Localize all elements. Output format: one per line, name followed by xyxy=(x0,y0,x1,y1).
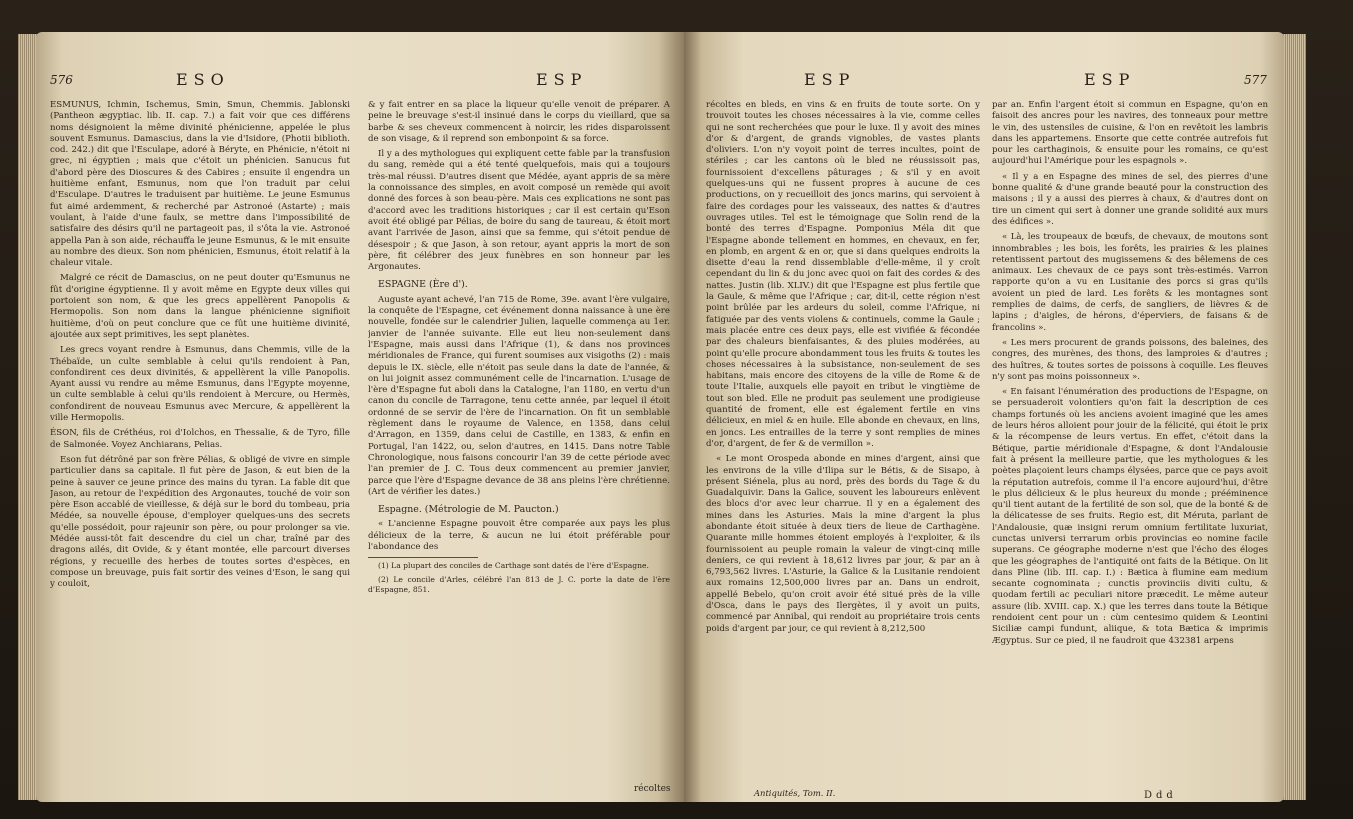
page-edges-left xyxy=(18,34,38,800)
page-number: 576 xyxy=(50,73,73,87)
section-heading: ESPAGNE (Ère d'). xyxy=(378,279,468,291)
footer-note: Antiquités, Tom. II. xyxy=(754,788,836,798)
text-column xyxy=(368,100,670,788)
running-head: ESO xyxy=(176,70,230,89)
paragraph: Eson fut détrôné par son frère Pélias, & obligé de vivre en simple particulier dans sa capitale. Il fut père de Jason, & eut bien de la peine à sauver ce jeune prince des mains du tyran. La fable dit que Jason, au retour de l'expédition des Argonautes, touché de voir son père Eson accablé de vieillesse, & déjà sur le bord du tombeau, pria Médée, sa nouvelle épouse, d'employer quelques-uns des secrets qu'elle possédoit, pour rajeunir son père, ou pour prolonger sa vie. Médée aussi-tôt fait descendre du ciel un char, traîné par des dragons ailés, dit Ovide, & y étant montée, elle parcourt diverses régions, y recueille des herbes de toutes sortes d'espèces, en compose un breuvage, puis fait sortir des veines d'Eson, le sang qui y couloit, xyxy=(50,454,350,590)
paragraph: Malgré ce récit de Damascius, on ne peut douter qu'Esmunus ne fût d'origine égyptienne. Il y avoit même en Egypte deux villes qui portoient son nom, & que les grecs appellèrent Panopolis & Hermopolis. Son nom dans la langue phénicienne signifioit huitième, d'où on peut conclure que ce fût une huitième divinité, ajoutée aux sept primitives, les sept planètes. xyxy=(50,273,350,340)
paragraph: « Là, les troupeaux de bœufs, de chevaux, de moutons sont innombrables ; les bois, les forêts, les prairies & les plaines retentissent partout des mugissemens & des bêlemens de ces animaux. Les chevaux de ce pays sont très-estimés. Varron rapporte qu'on a vu en Lusitanie des porcs si gras qu'ils avoient un pied de lard. Les forêts & les montagnes sont remplies de daims, de cerfs, de sangliers, de lièvres & de lapins ; d'aigles, de hérons, d'éperviers, de faisans & de francolins ». xyxy=(992,232,1268,333)
paragraph: ESMUNUS, Ichmin, Ischemus, Smin, Smun, Chemmis. Jablonski (Pantheon ægyptiac. lib. II. cap. 7.) a fait voir que ces différens noms désignoient la même divinité phénicienne, appelée le plus souvent Esmunus. Damascius, dans la vie d'Isidore, (Photii biblioth. cod. 242.) dit que l'Esculape, adoré à Béryte, en Phénicie, n'étoit ni grec, ni égyptien ; mais que c'étoit un phénicien. Sanucus fut d'abord père des Dioscures & des Cabires ; ensuite il engendra un huitième enfant, Esmunus, nom que l'on traduit par celui d'Esculape. D'autres le traduisent par huitième. Le jeune Esmunus fut aimé ardemment, & recherché par Astronoé (Astarte) ; mais voulant, à l'aide d'une faulx, se mettre dans l'impossibilité de satisfaire des désirs qu'il ne partageoit pas, il s'ôta la vie. Astronoé appella Pan à son aide, réchauffa le jeune Esmunus, & le mit ensuite au nombre des dieux. Son nom phénicien, Esmunus, étoit relatif à la chaleur vitale. xyxy=(50,100,350,269)
paragraph: « Le mont Orospeda abonde en mines d'argent, ainsi que les environs de la ville d'Ilipa sur le Bétis, & de Sisapo, à présent Siénela, plus au nord, près des bords du Tage & du Guadalquivir. Dans la Galice, souvent les laboureurs enlèvent des blocs d'or avec leur charrue. Il y en a également des mines dans les Asturies. Mais la mine d'argent la plus abondante étoit située à deux tiers de lieue de Carthagène. Quarante mille hommes étoient employés à l'exploiter, & ils fournissoient au peuple romain la valeur de vingt-cinq mille deniers, ce qui revient à 18,612 livres par jour, & par an à 6,793,562 livres. L'Asturie, la Galice & la Lusitanie rendoient aux romains 12,500,000 livres par an. Dans un endroit, appellé Bebelo, qu'on croit avoir été situé près de la ville d'Osca, dans le pays des Ilergètes, il y avoit un puits, commencé par Annibal, qui rendoit au propriétaire trois cents poids d'argent par jour, ce qui revient à 8,212,500 xyxy=(706,454,980,634)
footnote-rule xyxy=(368,557,478,558)
paragraph: & y fait entrer en sa place la liqueur qu'elle venoit de préparer. A peine le breuvage s'est-il insinué dans le corps du vieillard, que sa barbe & ses cheveux commencent à noircir, les rides disparoissent de son visage, & il reprend son embonpoint & sa force. xyxy=(368,100,670,144)
text-column xyxy=(992,100,1268,790)
catchword: récoltes xyxy=(634,784,671,794)
text-column xyxy=(50,100,350,800)
running-head: ESP xyxy=(804,70,856,89)
right-page xyxy=(684,32,1284,802)
section-heading: Espagne. (Métrologie de M. Paucton.) xyxy=(378,504,559,516)
paragraph: Auguste ayant achevé, l'an 715 de Rome, 39e. avant l'ère vulgaire, la conquête de l'Espagne, cet événement donna naissance à une ère nouvelle, fondée sur le calendrier Julien, laquelle commença au 1er. janvier de l'année suivante. Elle eut lieu non-seulement dans l'Espagne, mais aussi dans l'Afrique (1), & dans nos provinces méridionales de France, qui furent soumises aux visigoths (2) : mais depuis le IX. siècle, elle n'étoit pas seule dans la date de l'année, & on lui joignit assez communément celle de l'incarnation. L'usage de l'ère d'Espagne fut aboli dans la Catalogne, l'an 1180, en vertu d'un canon du concile de Tarragone, tenu cette année, par lequel il étoit ordonné de se servir de l'ère de l'incarnation. On fit un semblable règlement dans le royaume de Valence, en 1358, dans celui d'Arragon, en 1359, dans celui de Castille, en 1383, & enfin en Portugal, l'an 1422, ou, selon d'autres, en 1415. Dans notre Table Chronologique, nous faisons concourir l'an 39 de cette période avec l'an premier de J. C. Tous deux commencent au premier janvier, parce que l'ère d'Espagne devance de 38 ans pleins l'ère chrétienne. (Art de vérifier les dates.) xyxy=(368,294,670,497)
running-head: ESP xyxy=(536,70,588,89)
left-page xyxy=(36,32,684,802)
footnote: (1) La plupart des conciles de Carthage sont datés de l'ère d'Espagne. xyxy=(378,561,649,571)
paragraph: récoltes en bleds, en vins & en fruits de toute sorte. On y trouvoit toutes les choses nécessaires à la vie, comme celles qui ne sont recherchées que pour le luxe. Il y avoit des mines d'or & d'argent, de grands vignobles, de vastes plants d'oliviers. L'on n'y voyoit point de terres incultes, point de stériles ; car les cantons où le bled ne réussissoit pas, fournissoient d'excellens pâturages ; & s'il y en avoit quelques-uns qui ne fussent propres à aucune de ces productions, on y recueilloit des joncs marins, qui servoient à faire des cordages pour les vaisseaux, des nattes & d'autres ouvrages utiles. Tel est le témoignage que Solin rend de la bonté des terres d'Espagne. Pomponius Méla dit que l'Espagne abonde tellement en hommes, en chevaux, en fer, en plomb, en argent & en or, que si dans quelques endroits la disette d'eau la rend dissemblable d'elle-même, il y croît cependant du lin & du jonc avec quoi on fait des cordes & des nattes. Justin (lib. XLIV.) dit que l'Espagne est plus fertile que la Gaule, & même que l'Afrique ; car, dit-il, cette région n'est point brûlée par les ardeurs du soleil, comme l'Afrique, ni fatiguée par des vents violens & continuels, comme la Gaule ; mais placée entre ces deux pays, elle est vivifiée & fécondée par des chaleurs bienfaisantes, & des pluies modérées, au point qu'elle procure abondamment tous les fruits & toutes les choses nécessaires à la subsistance, non-seulement de ses habitans, mais encore des citoyens de la ville de Rome & de toute l'Italie, auxquels elle payoit en tribut le vingtième de tout son bled. Elle ne produit pas seulement une prodigieuse quantité de froment, elle est également fertile en vins délicieux, en miel & en huile. Elle abonde en chevaux, en lins, en joncs. Les entrailles de la terre y sont remplies de mines d'or, d'argent, de fer & de vermillon ». xyxy=(706,100,980,449)
page-number: 577 xyxy=(1244,73,1267,87)
paragraph: « Les mers procurent de grands poissons, des baleines, des congres, des murènes, des thons, des lamproies & d'autres ; des huîtres, & toutes sortes de poissons à coquille. Les fleuves n'y sont pas moins poissonneux ». xyxy=(992,337,1268,382)
paragraph: « L'ancienne Espagne pouvoit être comparée aux pays les plus délicieux de la terre, & aucun ne lui étoit préférable pour l'abondance des xyxy=(368,519,670,552)
text-column xyxy=(706,100,980,800)
paragraph: « Il y a en Espagne des mines de sel, des pierres d'une bonne qualité & d'une grande beauté pour la construction des maisons ; il y a aussi des pierres à chaux, & d'autres dont on tire un ciment qui sert à donner une grande solidité aux murs des édifices ». xyxy=(992,171,1268,227)
paragraph: Les grecs voyant rendre à Esmunus, dans Chemmis, ville de la Thébaïde, un culte semblable à celui qu'ils rendoient à Pan, confondirent ces deux divinités, & appellèrent la ville Panopolis. Ayant aussi vu rendre au même Esmunus, dans l'Egypte moyenne, un culte semblable à celui qu'ils rendoient à Mercure, ou Hermès, confondirent de nouveau Esmunus avec Mercure, & appellèrent la ville Hermopolis. xyxy=(50,345,350,424)
paragraph: ÉSON, fils de Créthéus, roi d'Iolchos, en Thessalie, & de Tyro, fille de Salmonée. Voyez Anchiarans, Pelias. xyxy=(50,428,350,450)
paragraph: Il y a des mythologues qui expliquent cette fable par la transfusion du sang, remède qui a été tenté quelquefois, mais qui a toujours très-mal réussi. D'autres disent que Médée, ayant appris de sa mère la connoissance des simples, en avoit composé un remède qui avoit donné des forces à son beau-père. Mais ces explications ne sont pas d'accord avec les traditions historiques ; car il est certain qu'Eson avoit été obligé par Pélias, de boire du sang de taureau, & étoit mort avant l'arrivée de Jason, ainsi que sa femme, qui s'étoit pendue de désespoir ; & que Jason, à son retour, ayant appris la mort de son père, fit célébrer des jeux funèbres en son honneur par les Argonautes. xyxy=(368,149,670,273)
signature-mark: Ddd xyxy=(1144,790,1177,801)
footnote: (2) Le concile d'Arles, célébré l'an 813 de J. C. porte la date de l'ère d'Espagne, 851. xyxy=(368,575,670,595)
paragraph: « En faisant l'énumération des productions de l'Espagne, on se persuaderoit volontiers qu'on fait la description de ces champs fortunés où les anciens avoient imaginé que les ames de leurs héros alloient pour jouir de la félicité, qui étoit le prix & la récompense de leurs vertus. En effet, c'étoit dans la Bétique, partie méridionale d'Espagne, & dont l'Andalousie fait à présent la meilleure partie, que les mythologues & les poètes plaçoient leurs champs élysées, parce que ce pays avoit la réputation autrefois, comme il l'a encore aujourd'hui, d'être le plus délicieux & le plus heureux du monde ; prééminence qu'il tient autant de la fertilité de son sol, que de la bonté & de la délicatesse de ses fruits. Regio est, dit Méruta, parlant de l'Andalousie, quæ insigni rerum omnium fertilitate luxuriat, cunctas universi terrarum orbis provincias eo nomine facile superans. Ce géographe moderne n'est que l'écho des éloges que les géographes de l'antiquité ont faits de la Bétique. On lit dans Pline (lib. III. cap. I.) : Bætica à flumine eam medium secante cognominata ; cunctis provinciis diviti cultu, & quodam fertili ac peculiari nitore præcedit. Le même auteur assure (lib. XVIII. cap. X.) que les terres dans toute la Bétique rendoient cent pour un : cùm centesimo quidem & Leontini Siciliæ campi fundunt, aliique, & tota Bætica & imprimis Ægyptus. Sur ce pied, il ne faudroit que 432381 arpens xyxy=(992,387,1268,646)
running-head: ESP xyxy=(1084,70,1136,89)
paragraph: par an. Enfin l'argent étoit si commun en Espagne, qu'on en faisoit des ancres pour les navires, des tonneaux pour mettre le vin, des ustensiles de cuisine, & l'on en revêtoit les lambris dans les appartemens. Ensorte que cette contrée autrefois fut pour les carthaginois, & ensuite pour les romains, ce qu'est aujourd'hui l'Amérique pour les espagnols ». xyxy=(992,100,1268,167)
